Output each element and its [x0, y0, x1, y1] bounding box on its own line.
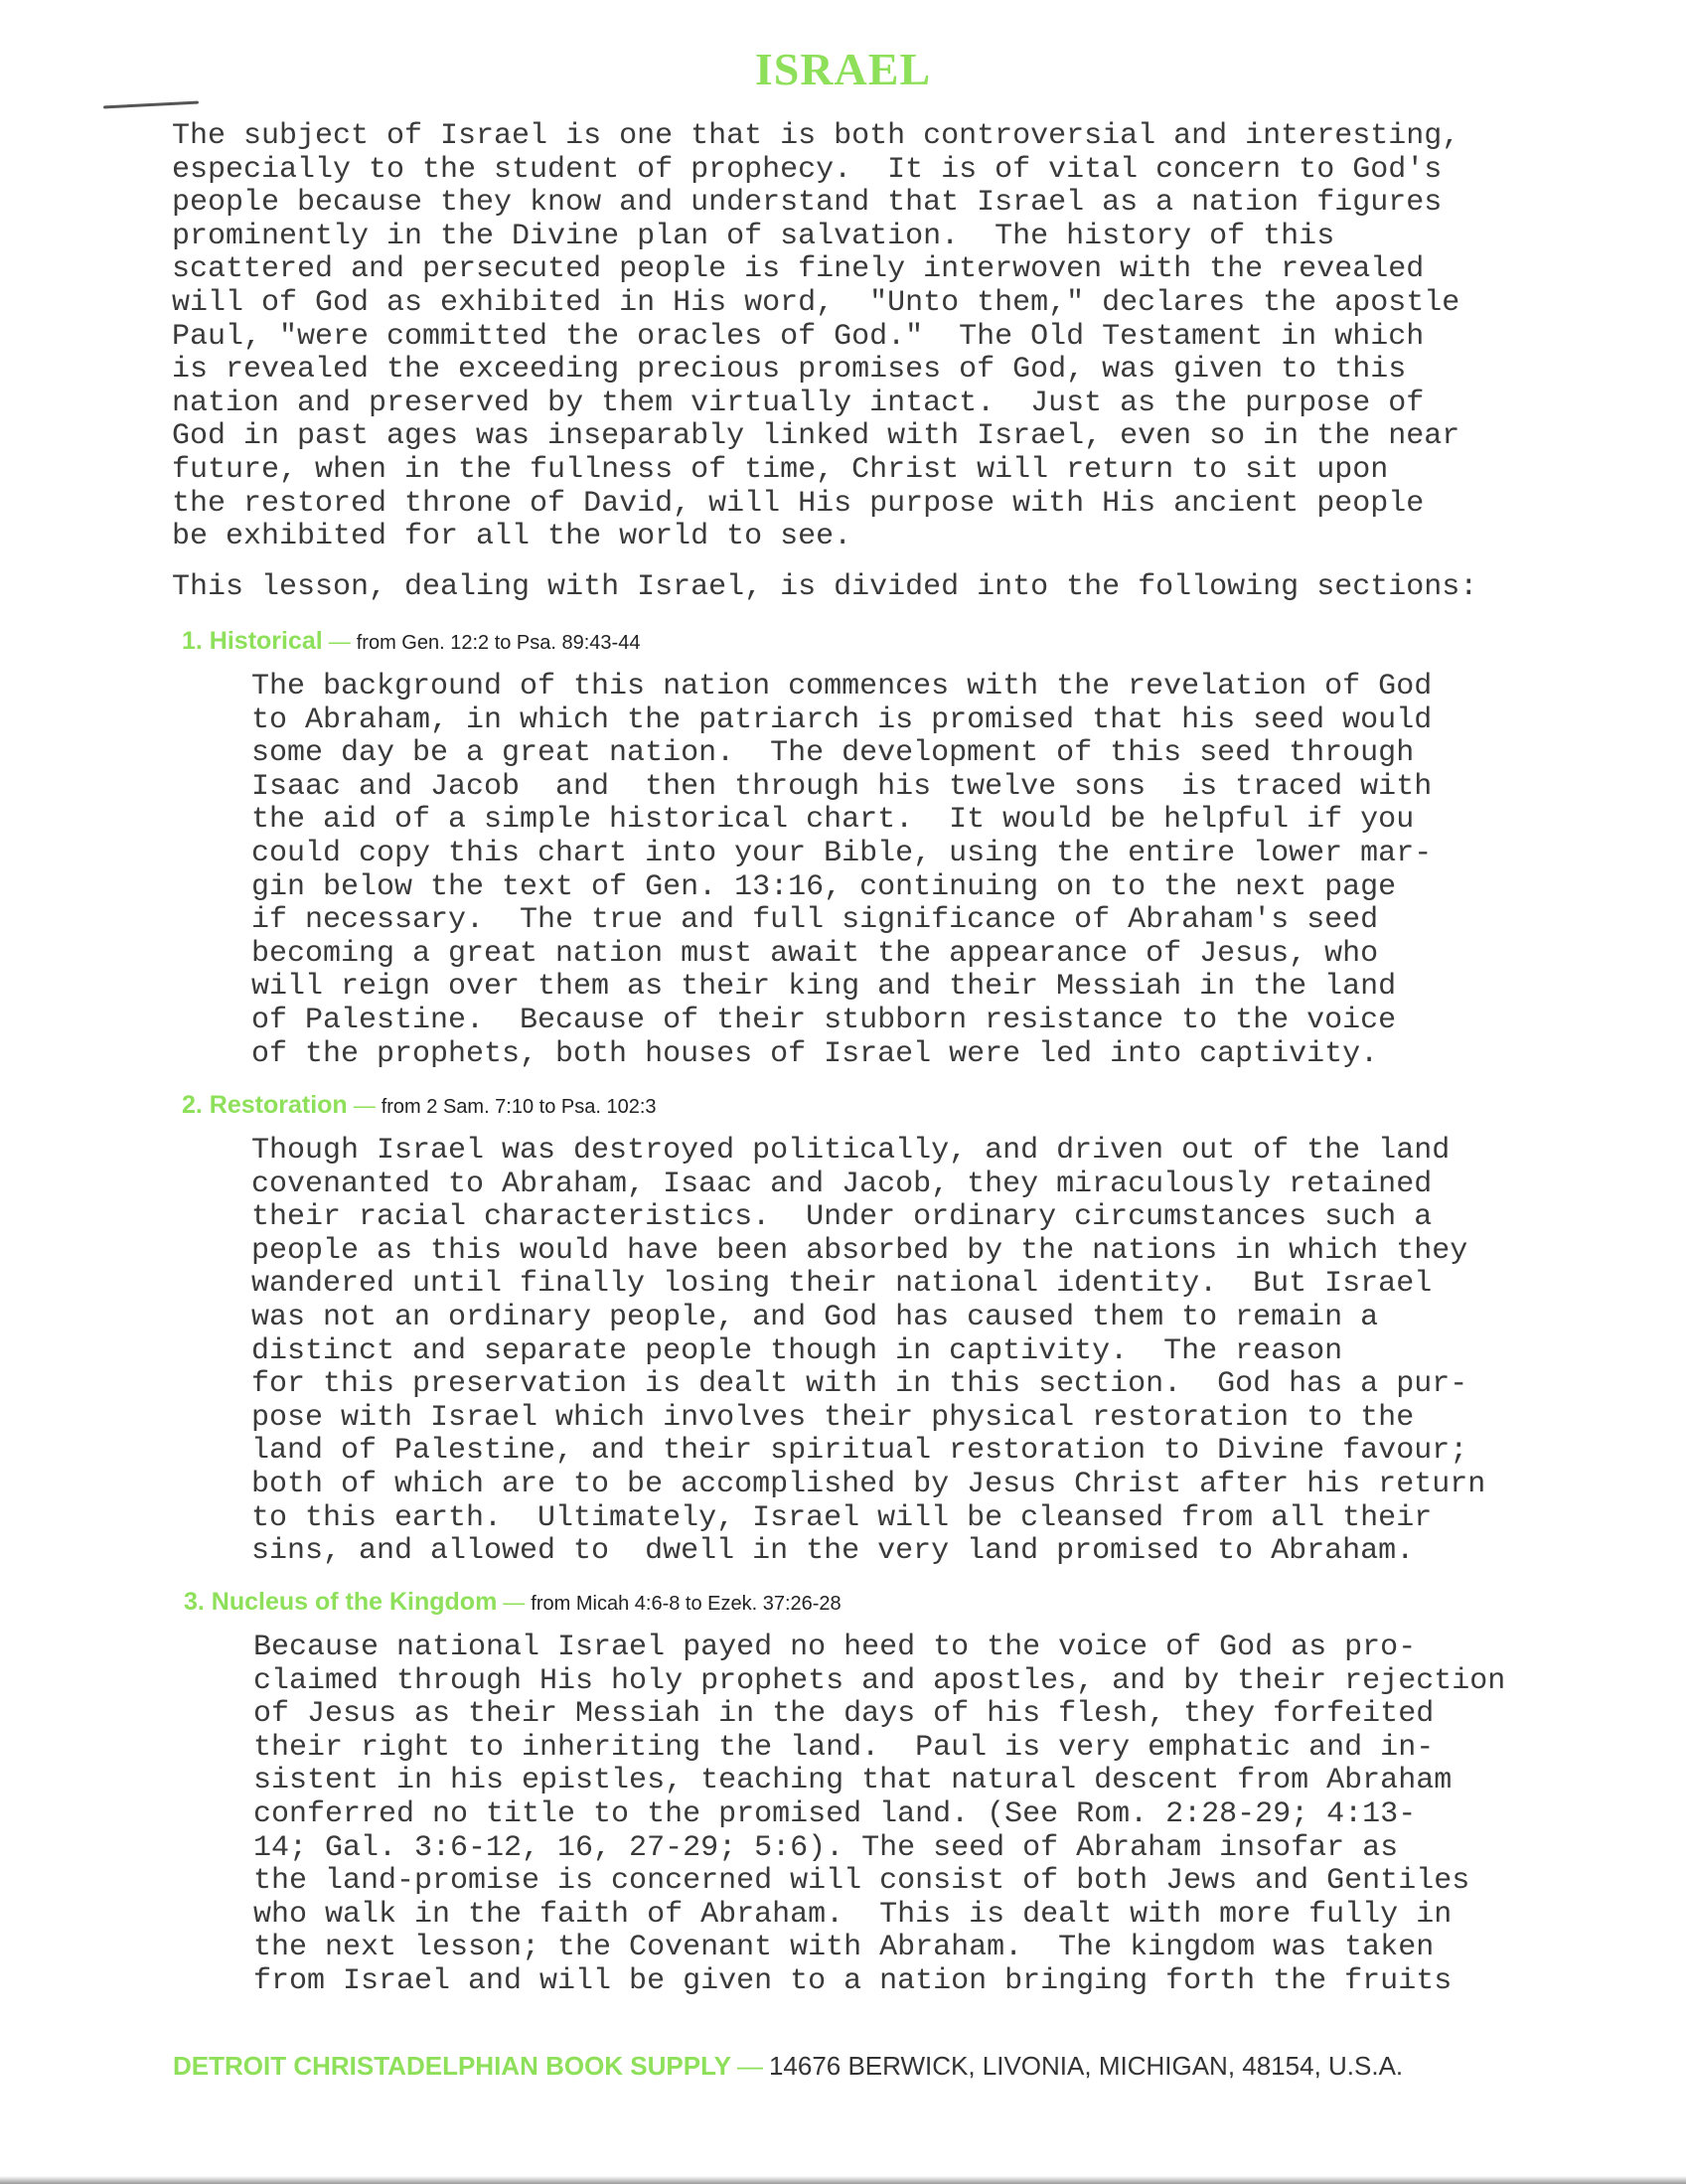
section-heading-restoration	[182, 1090, 657, 1124]
section-dash: —	[353, 1093, 376, 1118]
footer-dash: —	[736, 2051, 763, 2081]
section-reference: from Micah 4:6-8 to Ezek. 37:26-28	[531, 1593, 842, 1615]
section-dash: —	[503, 1590, 526, 1615]
section-reference: from Gen. 12:2 to Psa. 89:43-44	[356, 632, 641, 654]
publisher-footer	[173, 2049, 1403, 2088]
section-title: 1. Historical	[182, 627, 323, 655]
publisher-address: 14676 BERWICK, LIVONIA, MICHIGAN, 48154, U.S.A.	[768, 2051, 1404, 2081]
sections-intro-line: This lesson, dealing with Israel, is divided into the following sections:	[172, 570, 1478, 604]
section-reference: from 2 Sam. 7:10 to Psa. 102:3	[381, 1096, 657, 1118]
page-title: ISRAEL	[754, 44, 932, 94]
section-dash: —	[328, 629, 351, 654]
section-heading-nucleus	[184, 1587, 842, 1621]
section-body-historical: The background of this nation commences with the revelation of God to Abraham, in which the patriarch is promised that his seed would some day be a great nation. The development of this seed through Isaac and Jacob and then through his twelve sons is traced with the aid of a simple historical chart. It would be helpful if you could copy this chart into your Bible, using the entire lower mar- gin below the text of Gen. 13:16, continuing on to the next page if necessary. The true and full significance of Abraham's seed becoming a great nation must await the appearance of Jesus, who will reign over them as their king and their Messiah in the land of Palestine. Because of their stubborn resistance to the voice of the prophets, both houses of Israel were led into captivity.	[251, 670, 1433, 1071]
pen-mark	[103, 100, 199, 108]
section-title: 2. Restoration	[182, 1091, 348, 1119]
section-body-nucleus: Because national Israel payed no heed to the voice of God as pro- claimed through His holy prophets and apostles, and by their rejection of Jesus as their Messiah in the days of his flesh, they forfeited their right to inheriting the land. Paul is very emphatic and in- sistent in his epistles, teaching that natural descent from Abraham conferred no title to the promised land. (See Rom. 2:28-29; 4:13- 14; Gal. 3:6-12, 16, 27-29; 5:6). The seed of Abraham insofar as the land-promise is concerned will consist of both Jews and Gentiles who walk in the faith of Abraham. This is dealt with more fully in the next lesson; the Covenant with Abraham. The kingdom was taken from Israel and will be given to a nation bringing forth the fruits	[253, 1631, 1506, 1998]
section-body-restoration: Though Israel was destroyed politically, and driven out of the land covenanted to Abraham, Isaac and Jacob, they miraculously retained their racial characteristics. Under ordinary circumstances such a people as this would have been absorbed by the nations in which they wandered until finally losing their national identity. But Israel was not an ordinary people, and God has caused them to remain a distinct and separate people though in captivity. The reason for this preservation is dealt with in this section. God has a pur- pose with Israel which involves their physical restoration to the land of Palestine, and their spiritual restoration to Divine favour; both of which are to be accomplished by Jesus Christ after his return to this earth. Ultimately, Israel will be cleansed from all their sins, and allowed to dwell in the very land promised to Abraham.	[251, 1134, 1486, 1569]
intro-paragraph: The subject of Israel is one that is both controversial and interesting, especially to the student of prophecy. It is of vital concern to God's people because they know and understand that Israel as a nation figures prominently in the Divine plan of salvation. The history of this scattered and persecuted people is finely interwoven with the revealed will of God as exhibited in His word, "Unto them," declares the apostle Paul, "were committed the oracles of God." The Old Testament in which is revealed the exceeding precious promises of God, was given to this nation and preserved by them virtually intact. Just as the purpose of God in past ages was inseparably linked with Israel, even so in the near future, when in the fullness of time, Christ will return to sit upon the restored throne of David, will His purpose with His ancient people be exhibited for all the world to see.	[172, 119, 1460, 554]
section-heading-historical	[182, 626, 640, 660]
publisher-name: DETROIT CHRISTADELPHIAN BOOK SUPPLY	[173, 2051, 731, 2081]
page-bottom-edge	[0, 2176, 1686, 2184]
section-title: 3. Nucleus of the Kingdom	[184, 1588, 498, 1616]
